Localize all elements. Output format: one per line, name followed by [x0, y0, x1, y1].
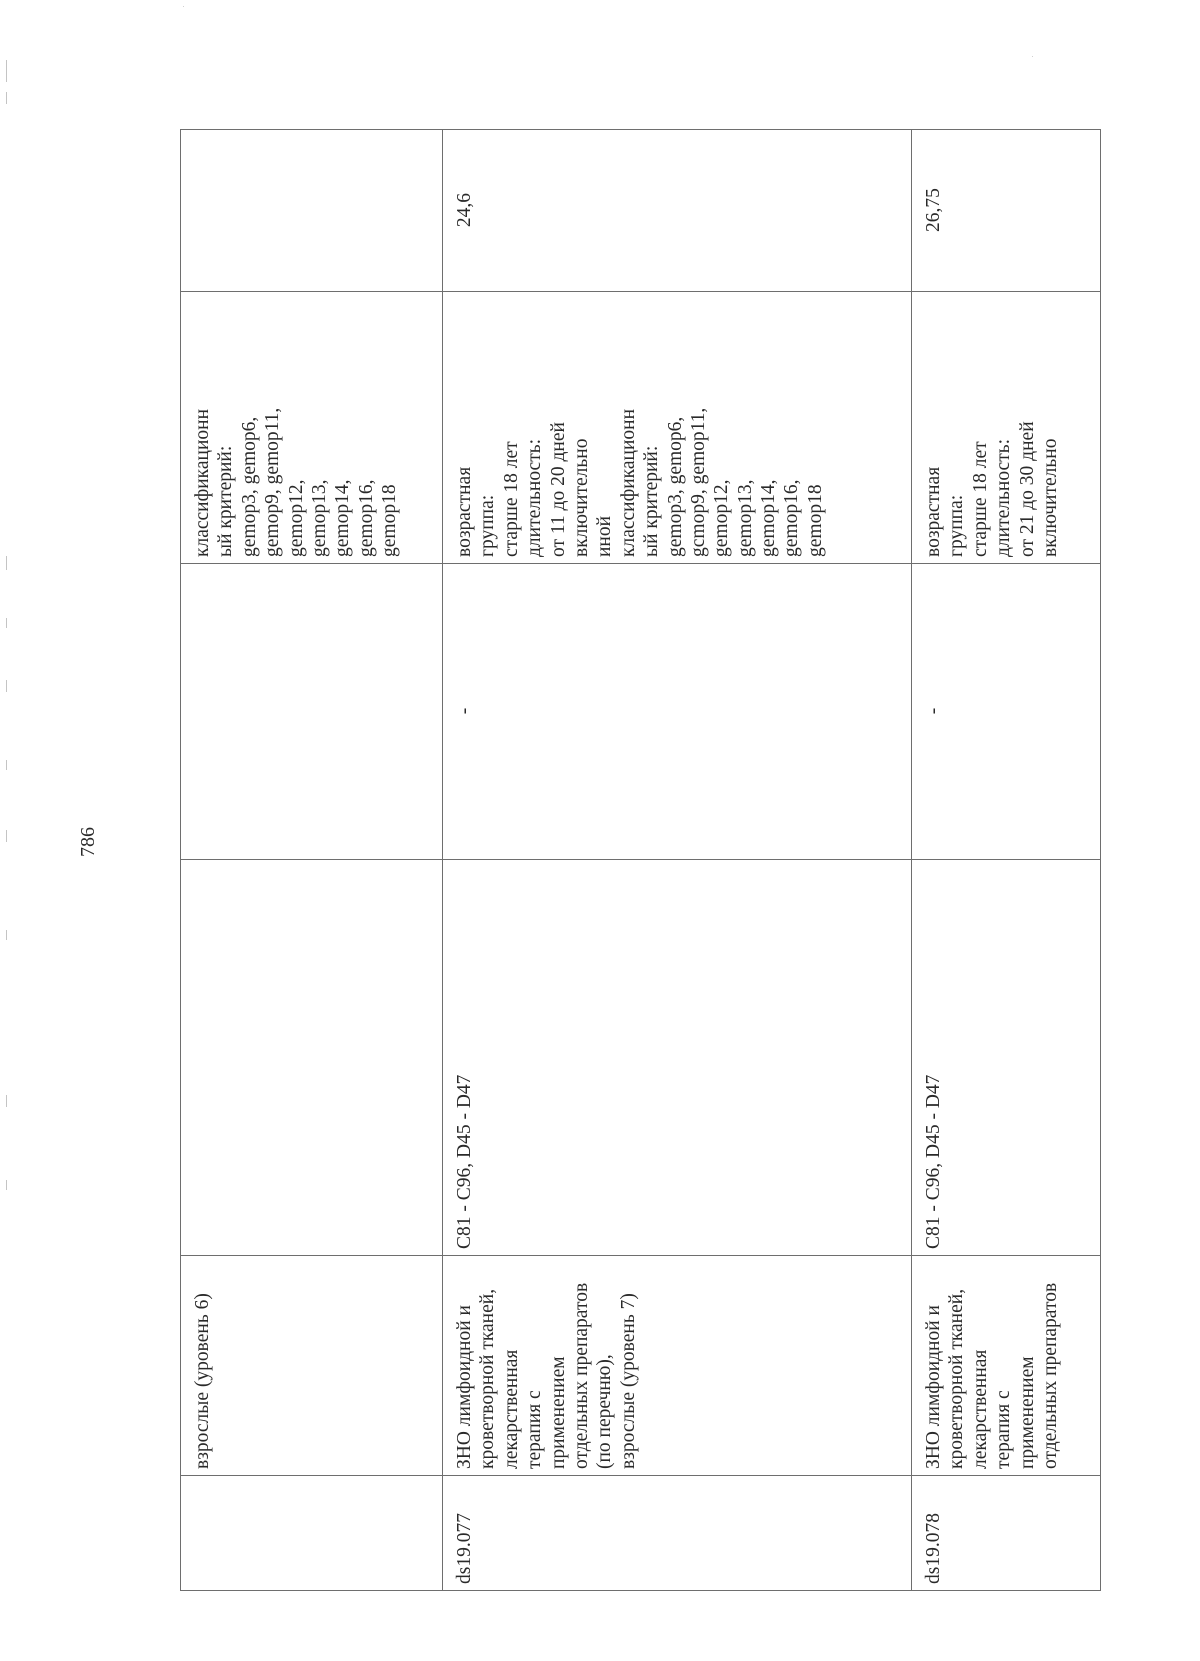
- name-line: отдельных препаратов: [1039, 1282, 1061, 1469]
- name-line: кроветворной тканей,: [946, 1288, 968, 1469]
- code-cell: [181, 1476, 443, 1591]
- criteria-line: от 11 до 20 дней: [547, 422, 569, 557]
- name-cell: [912, 1256, 1101, 1476]
- table-row: [181, 130, 443, 1591]
- table-row: [443, 130, 912, 1591]
- scan-mark: [6, 92, 7, 104]
- extra-cell: -: [912, 564, 1101, 860]
- criteria-line: длительность:: [524, 438, 546, 557]
- criteria-line: длительность:: [993, 438, 1015, 557]
- page-number: 786: [77, 827, 99, 857]
- name-cell: [443, 1256, 912, 1476]
- extra-cell: [181, 564, 443, 860]
- table-container: [180, 130, 1100, 1591]
- criteria-line: от 21 до 30 дней: [1016, 421, 1038, 557]
- criteria-line: классификационн: [192, 408, 213, 557]
- criteria-line: gemop18: [379, 484, 401, 557]
- criteria-line: классификационн: [617, 408, 639, 557]
- name-line: терапия с: [993, 1390, 1015, 1469]
- criteria-line: gemop9, gemop11,: [262, 407, 284, 557]
- tariff-table: [180, 129, 1101, 1591]
- diagnosis-cell: C81 - C96, D45 - D47: [443, 860, 912, 1256]
- scan-mark: [6, 930, 7, 940]
- code-cell: ds19.077: [443, 1476, 912, 1591]
- criteria-line: включительно: [570, 438, 592, 557]
- criteria-line: включительно: [1039, 438, 1061, 557]
- criteria-line: старше 18 лет: [969, 441, 991, 557]
- criteria-line: gemop14,: [758, 479, 780, 557]
- value-cell: 24,6: [443, 130, 912, 292]
- criteria-line: ый критерий:: [641, 445, 663, 557]
- name-line: отдельных препаратов: [570, 1282, 592, 1469]
- name-line: взрослые (уровень 6): [192, 1293, 213, 1469]
- name-line: (по перечню),: [594, 1354, 616, 1469]
- name-line: ЗНО лимфоидной и: [454, 1305, 475, 1469]
- scan-dot: [1032, 56, 1033, 57]
- name-line: применением: [547, 1356, 569, 1469]
- scan-mark: [6, 556, 7, 570]
- criteria-line: gemop16,: [781, 479, 803, 557]
- criteria-line: gemop3, gemop6,: [664, 416, 686, 557]
- criteria-line: gcmop9, gemop11,: [687, 407, 709, 557]
- code-cell: ds19.078: [912, 1476, 1101, 1591]
- scan-mark: [6, 680, 7, 692]
- criteria-line: gemop12,: [711, 479, 733, 557]
- scan-dot: [183, 6, 184, 7]
- table-row: [912, 130, 1101, 1591]
- criteria-line: gemop3, gemop6,: [238, 416, 260, 557]
- criteria-line: gemop16,: [355, 479, 377, 557]
- criteria-line: группа:: [946, 494, 968, 557]
- criteria-line: gemop13,: [734, 479, 756, 557]
- name-line: лекарственная: [500, 1349, 522, 1469]
- criteria-line: группа:: [477, 494, 499, 557]
- scan-mark: [6, 760, 7, 770]
- criteria-cell: [181, 292, 443, 564]
- criteria-line: иной: [594, 515, 616, 557]
- name-line: взрослые (уровень 7): [617, 1293, 639, 1469]
- criteria-cell: [912, 292, 1101, 564]
- name-cell: [181, 1256, 443, 1476]
- criteria-line: gemop12,: [285, 479, 307, 557]
- name-line: ЗНО лимфоидной и: [923, 1305, 944, 1469]
- criteria-line: gemop13,: [308, 479, 330, 557]
- name-line: лекарственная: [969, 1349, 991, 1469]
- diagnosis-cell: [181, 860, 443, 1256]
- criteria-line: старше 18 лет: [500, 441, 522, 557]
- scan-mark: [6, 60, 7, 82]
- criteria-line: gemop18: [804, 484, 826, 557]
- criteria-line: gemop14,: [332, 479, 354, 557]
- value-cell: [181, 130, 443, 292]
- rotated-table: [180, 130, 1100, 1591]
- criteria-line: возрастная: [923, 466, 944, 557]
- diagnosis-cell: C81 - C96, D45 - D47: [912, 860, 1101, 1256]
- criteria-cell: [443, 292, 912, 564]
- criteria-line: ый критерий:: [215, 445, 237, 557]
- extra-cell: -: [443, 564, 912, 860]
- name-line: кроветворной тканей,: [477, 1288, 499, 1469]
- scan-mark: [6, 1095, 7, 1107]
- criteria-line: возрастная: [454, 466, 475, 557]
- scan-mark: [6, 830, 7, 842]
- name-line: терапия с: [524, 1390, 546, 1469]
- scan-mark: [6, 1180, 7, 1190]
- value-cell: 26,75: [912, 130, 1101, 292]
- scan-mark: [6, 618, 7, 628]
- name-line: применением: [1016, 1356, 1038, 1469]
